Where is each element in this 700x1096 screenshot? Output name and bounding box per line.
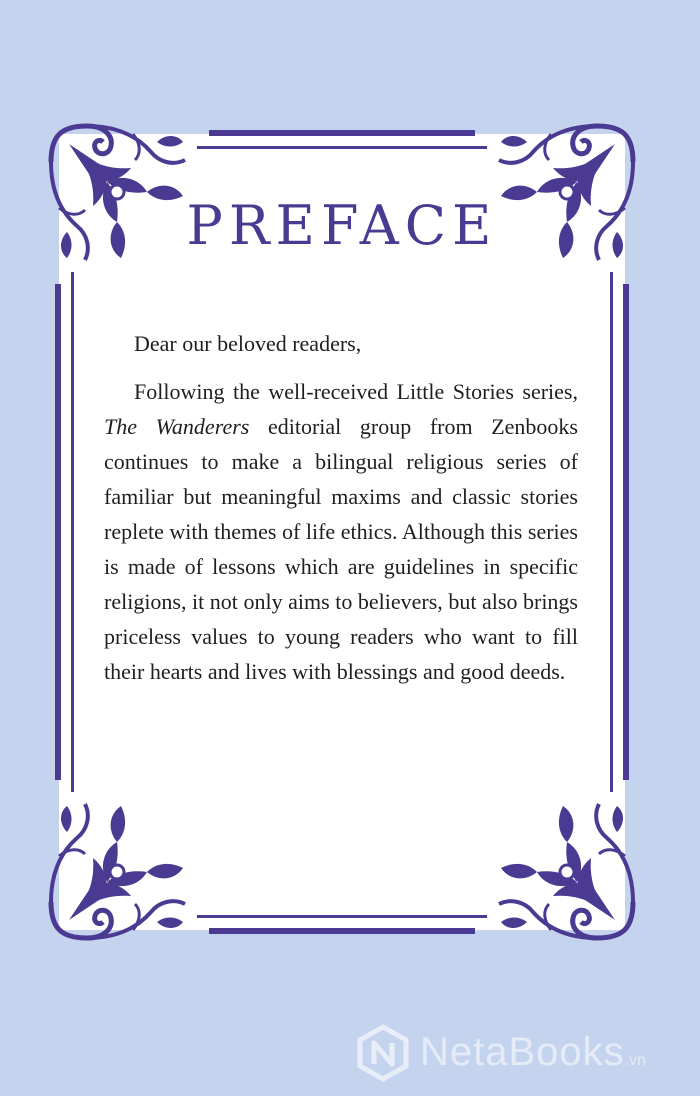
paragraph-text-end: editorial group from Zenbooks continues to make a bilingual religious series of familiar but meaningful maxims and classic stories replete with themes of life ethics. Although this series is made of lessons which are guidelines in specific religions, it not only aims to believers, but also brings priceless values to young readers who want to fill their hearts and lives with blessings and good deeds.	[104, 414, 578, 684]
preface-body	[104, 326, 578, 689]
page-title: PREFACE	[186, 194, 498, 257]
paragraph-text-start: Following the well-received Little Stories series,	[134, 379, 578, 404]
preface-paragraph	[104, 374, 578, 689]
netabooks-logo-icon	[356, 1024, 410, 1082]
series-title: The Wanderers	[104, 414, 250, 439]
preface-page	[47, 122, 637, 942]
salutation: Dear our beloved readers,	[134, 331, 362, 356]
watermark-brand: NetaBooks	[420, 1030, 625, 1074]
watermark-text	[420, 1030, 646, 1083]
netabooks-watermark	[356, 1018, 676, 1086]
watermark-suffix: .vn	[624, 1052, 647, 1069]
